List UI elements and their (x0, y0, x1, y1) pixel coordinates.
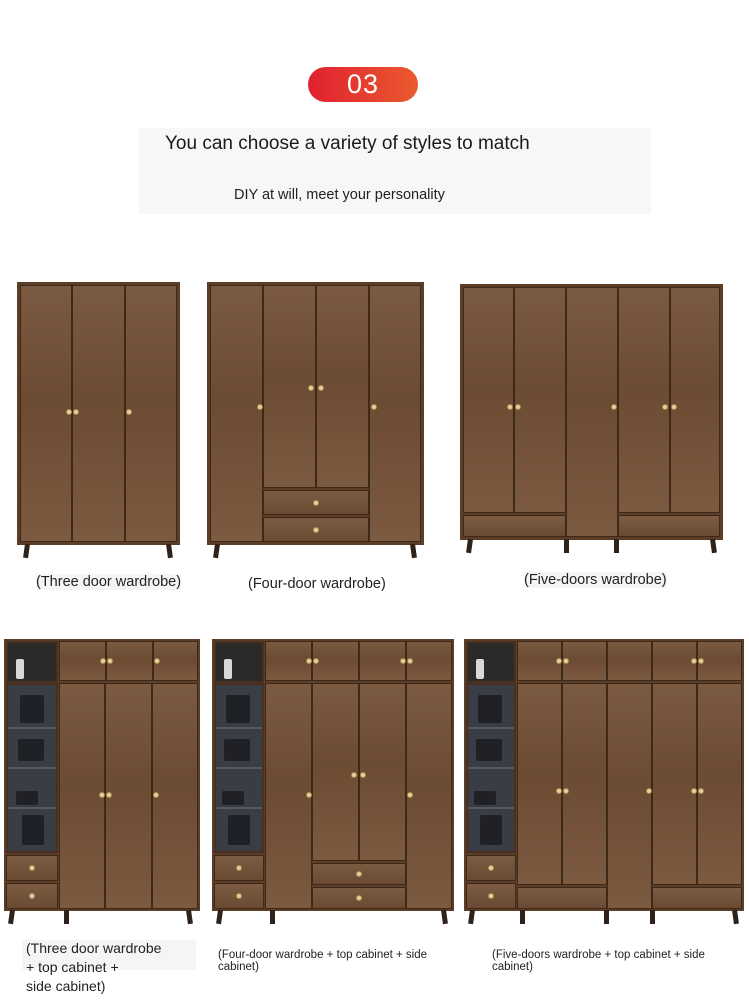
three-door-combo-wardrobe-image (4, 639, 200, 926)
caption-four-door: (Four-door wardrobe) (248, 576, 386, 592)
caption-five-door-combo-line2: cabinet) (492, 961, 533, 973)
three-door-wardrobe-image (17, 282, 180, 560)
caption-five-door: (Five-doors wardrobe) (524, 572, 667, 588)
five-door-combo-wardrobe-image (464, 639, 744, 926)
caption-four-door-combo-line1: (Four-door wardrobe + top cabinet + side (218, 949, 428, 961)
caption-three-door-combo-line3: side cabinet) (26, 978, 106, 994)
caption-three-door-combo-line1: (Three door wardrobe (26, 940, 162, 956)
section-number-badge: 03 (308, 67, 418, 102)
four-door-wardrobe-image (207, 282, 424, 560)
four-door-combo-wardrobe-image (212, 639, 454, 926)
five-door-wardrobe-image (460, 284, 723, 556)
caption-five-door-combo-line1: (Five-doors wardrobe + top cabinet + side (492, 949, 705, 961)
caption-three-door-combo-line2: + top cabinet + (26, 959, 119, 975)
subheadline: DIY at will, meet your personality (234, 187, 445, 203)
caption-four-door-combo-line2: cabinet) (218, 961, 259, 973)
caption-three-door: (Three door wardrobe) (36, 574, 182, 590)
headline: You can choose a variety of styles to match (165, 133, 530, 154)
